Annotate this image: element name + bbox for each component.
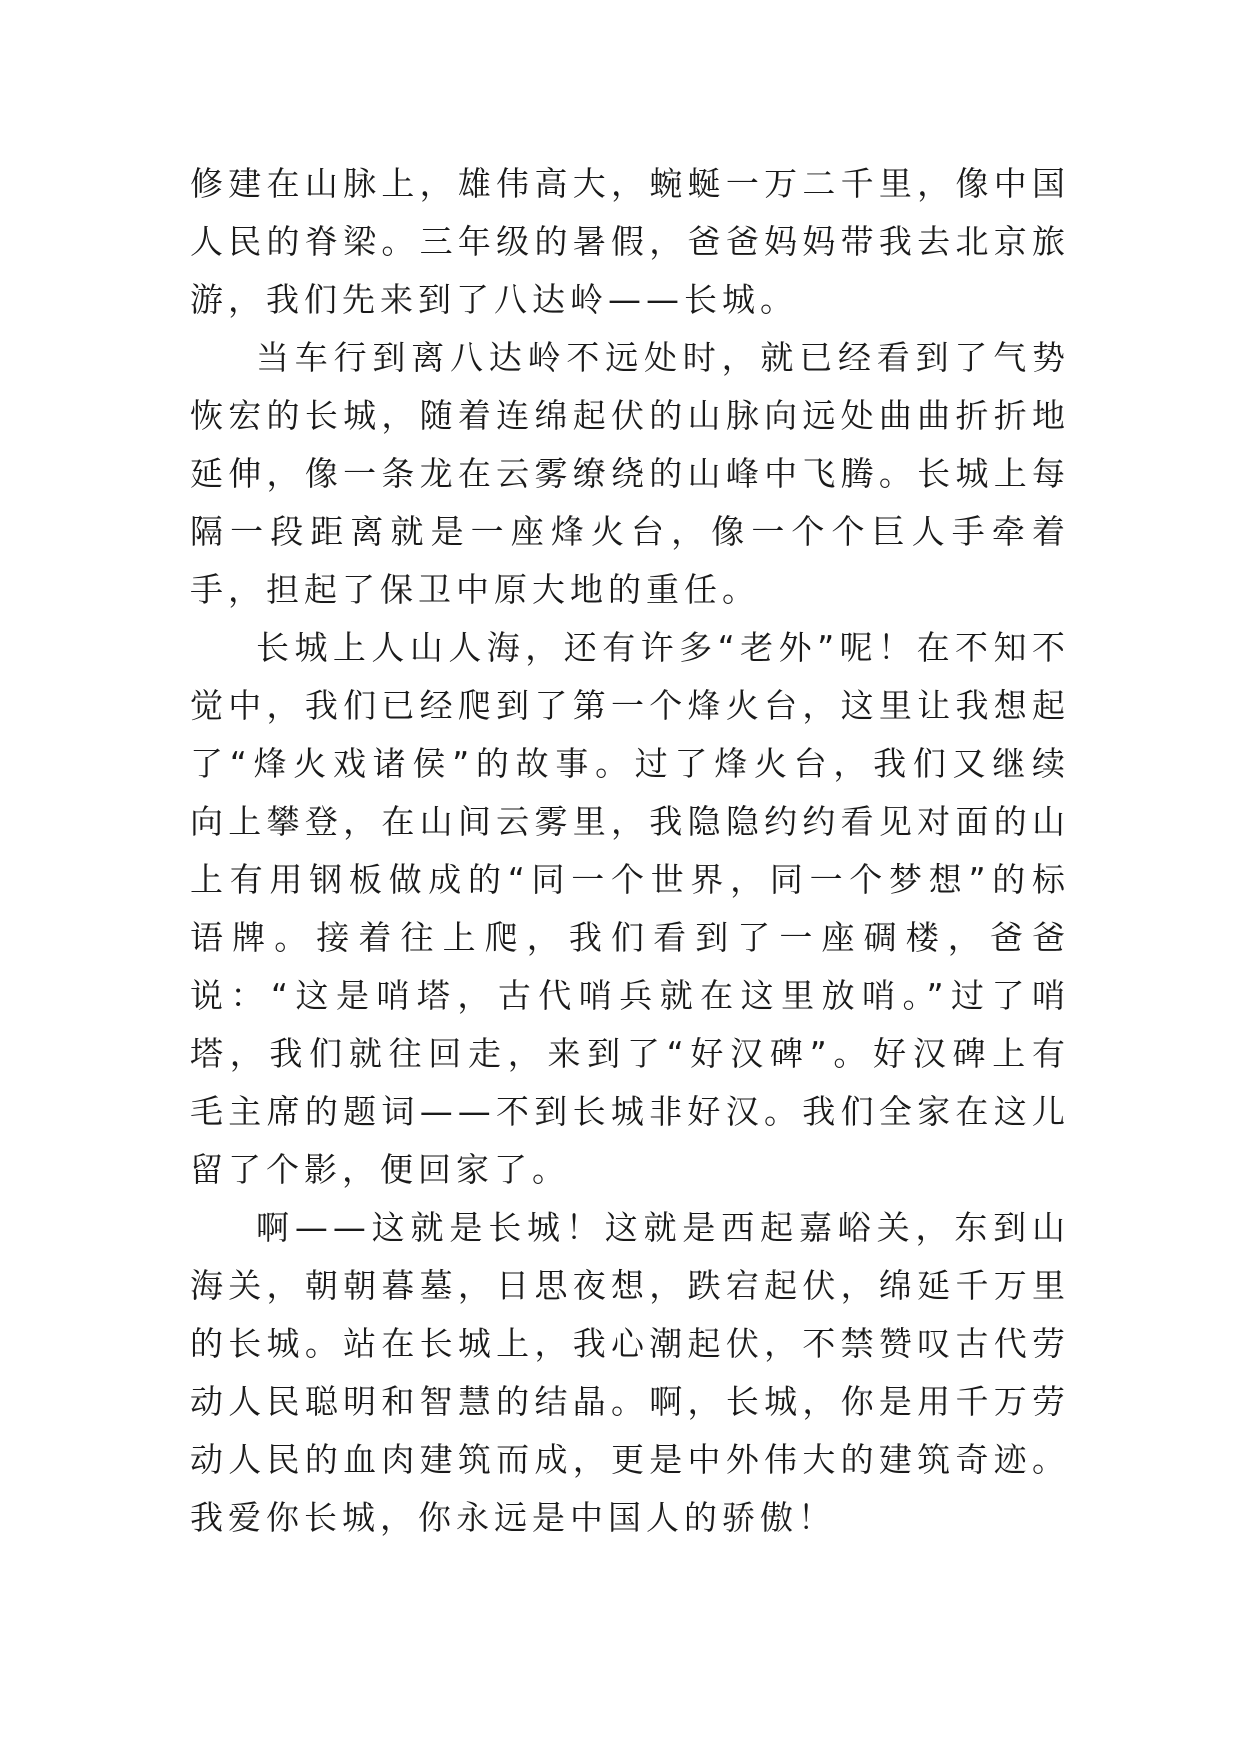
paragraph-approach: 当车行到离八达岭不远处时，就已经看到了气势恢宏的长城，随着连绵起伏的山脉向远处曲曲折折地延伸，像一条龙在云雾缭绕的山峰中飞腾。长城上每隔一段距离就是一座烽火台，像一个个巨人手牵着手，担起了保卫中原大地的重任。 bbox=[190, 338, 1070, 609]
paragraph-intro: 修建在山脉上，雄伟高大，蜿蜒一万二千里，像中国人民的脊梁。三年级的暑假，爸爸妈妈带我去北京旅游，我们先来到了八达岭——长城。 bbox=[190, 164, 1070, 319]
article-body bbox=[190, 155, 1070, 1547]
paragraph-conclusion: 啊——这就是长城！这就是西起嘉峪关，东到山海关，朝朝暮墓，日思夜想，跌宕起伏，绵延千万里的长城。站在长城上，我心潮起伏，不禁赞叹古代劳动人民聪明和智慧的结晶。啊，长城，你是用千万劳动人民的血肉建筑而成，更是中外伟大的建筑奇迹。我爱你长城，你永远是中国人的骄傲！ bbox=[190, 1208, 1070, 1537]
paragraph-climb: 长城上人山人海，还有许多“老外”呢！在不知不觉中，我们已经爬到了第一个烽火台，这里让我想起了“烽火戏诸侯”的故事。过了烽火台，我们又继续向上攀登，在山间云雾里，我隐隐约约看见对面的山上有用钢板做成的“同一个世界，同一个梦想”的标语牌。接着往上爬，我们看到了一座碉楼，爸爸说：“这是哨塔，古代哨兵就在这里放哨。”过了哨塔，我们就往回走，来到了“好汉碑”。好汉碑上有毛主席的题词——不到长城非好汉。我们全家在这儿留了个影，便回家了。 bbox=[190, 628, 1070, 1189]
